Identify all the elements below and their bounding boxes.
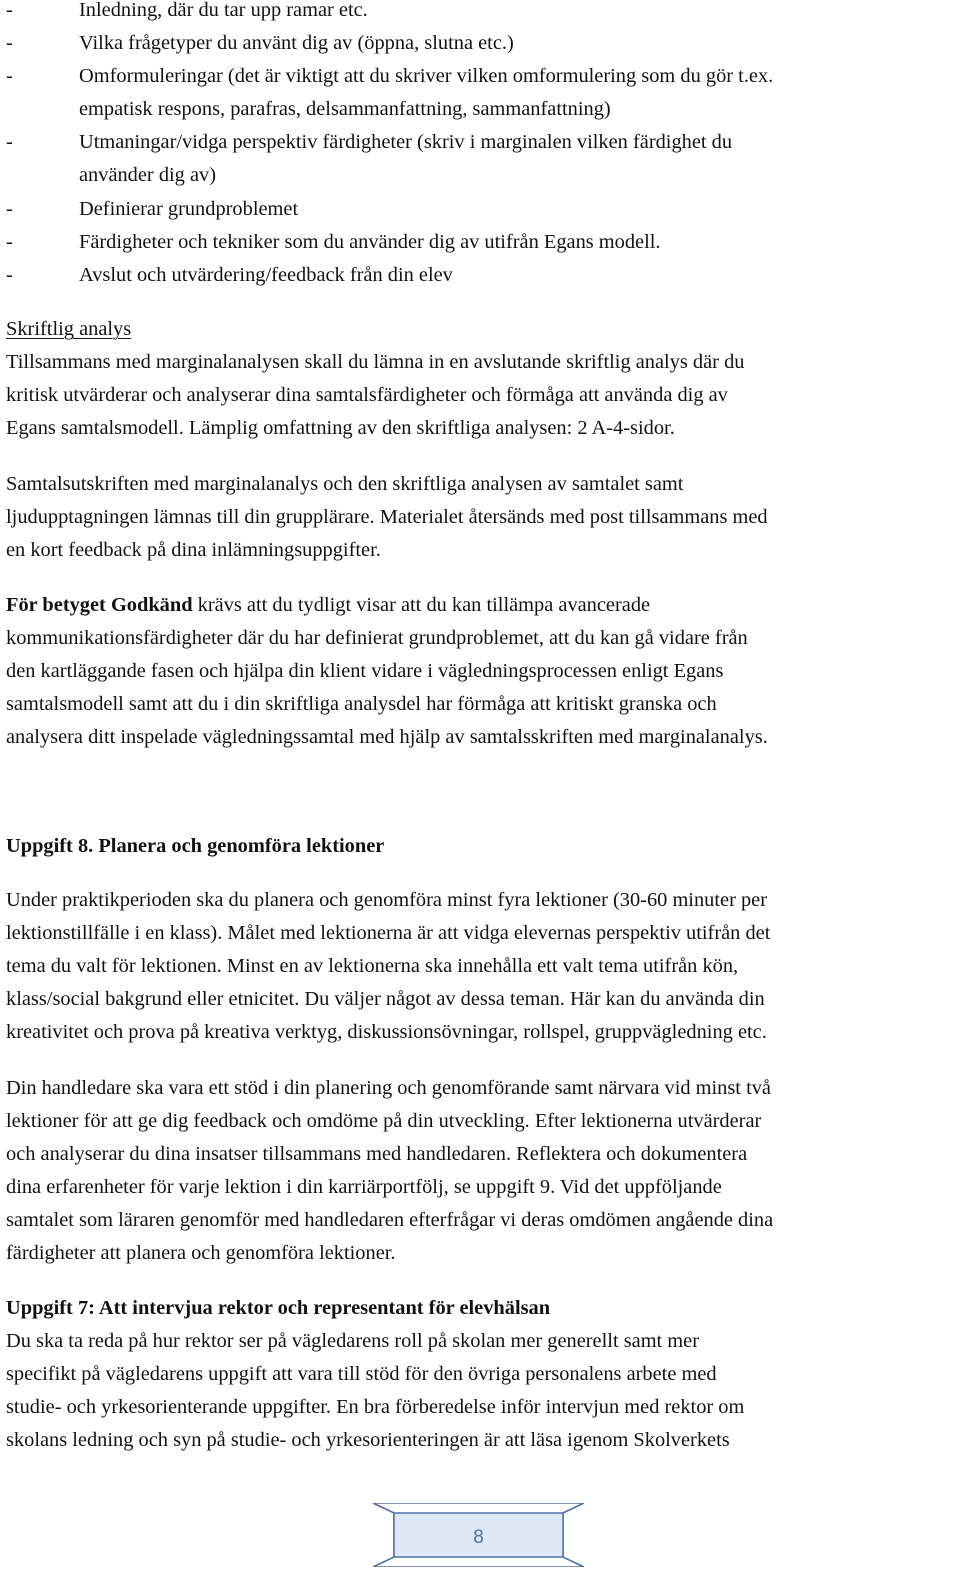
bullet-item: Inledning, där du tar upp ramar etc. [79, 0, 368, 21]
page-number-badge [373, 1503, 584, 1567]
paragraph-text: krävs att du tydligt visar att du kan tillämpa avancerade [192, 594, 651, 616]
bullet-dash: - [6, 264, 13, 286]
bullet-dash: - [6, 65, 13, 87]
paragraph-line: lektioner för att ge dig feedback och omdöme på din utveckling. Efter lektionerna utvärderar [6, 1110, 762, 1132]
bullet-dash: - [6, 198, 13, 220]
paragraph-line: kommunikationsfärdigheter där du har definierat grundproblemet, att du kan gå vidare från [6, 627, 748, 649]
paragraph-line: samtalsmodell samt att du i din skriftliga analysdel har förmåga att kritiskt granska och [6, 693, 717, 715]
bullet-dash: - [6, 32, 13, 54]
bullet-item: Definierar grundproblemet [79, 198, 299, 220]
section-heading-uppgift-8: Uppgift 8. Planera och genomföra lektioner [6, 835, 385, 857]
bullet-dash: - [6, 231, 13, 253]
section-heading-uppgift-7: Uppgift 7: Att intervjua rektor och representant för elevhälsan [6, 1297, 551, 1319]
paragraph-line: skolans ledning och syn på studie- och yrkesorienteringen är att läsa igenom Skolverkets [6, 1429, 730, 1451]
paragraph-line: Under praktikperioden ska du planera och genomföra minst fyra lektioner (30-60 minuter per [6, 889, 767, 911]
bullet-item: Omformuleringar (det är viktigt att du skriver vilken omformulering som du gör t.ex. [79, 65, 774, 87]
paragraph-line: den kartläggande fasen och hjälpa din klient vidare i vägledningsprocessen enligt Egans [6, 660, 724, 682]
paragraph-line: klass/social bakgrund eller etnicitet. Du väljer något av dessa teman. Här kan du använda din [6, 988, 765, 1010]
paragraph-line: kritisk utvärderar och analyserar dina samtalsfärdigheter och förmåga att använda dig av [6, 384, 728, 406]
paragraph-line: specifikt på vägledarens uppgift att vara till stöd för den övriga personalens arbete med [6, 1363, 717, 1385]
paragraph-line: kreativitet och prova på kreativa verktyg, diskussionsövningar, rollspel, gruppvägledning etc. [6, 1021, 767, 1043]
paragraph-line: lektionstillfälle i en klass). Målet med lektionerna är att vidga elevernas perspektiv utifrån det [6, 922, 771, 944]
paragraph-line [6, 589, 650, 622]
paragraph-line: en kort feedback på dina inlämningsuppgifter. [6, 539, 381, 561]
bullet-item-continuation: använder dig av) [79, 164, 217, 186]
paragraph-line: färdigheter att planera och genomföra lektioner. [6, 1242, 396, 1264]
bullet-item: Vilka frågetyper du använt dig av (öppna, slutna etc.) [79, 32, 514, 54]
paragraph-line: studie- och yrkesorienterande uppgifter. En bra förberedelse inför intervjun med rektor om [6, 1396, 745, 1418]
paragraph-line: Tillsammans med marginalanalysen skall du lämna in en avslutande skriftlig analys där du [6, 351, 745, 373]
bullet-dash: - [6, 131, 13, 153]
paragraph-line: Samtalsutskriften med marginalanalys och den skriftliga analysen av samtalet samt [6, 473, 684, 495]
paragraph-line: Egans samtalsmodell. Lämplig omfattning av den skriftliga analysen: 2 A-4-sidor. [6, 417, 675, 439]
bullet-item-continuation: empatisk respons, parafras, delsammanfattning, sammanfattning) [79, 98, 611, 120]
bullet-item: Avslut och utvärdering/feedback från din elev [79, 264, 453, 286]
paragraph-line: Du ska ta reda på hur rektor ser på vägledarens roll på skolan mer generellt samt mer [6, 1330, 700, 1352]
section-heading-skriftlig-analys: Skriftlig analys [6, 318, 132, 340]
paragraph-line: Din handledare ska vara ett stöd i din planering och genomförande samt närvara vid minst två [6, 1077, 771, 1099]
paragraph-line: och analyserar du dina insatser tillsammans med handledaren. Reflektera och dokumentera [6, 1143, 748, 1165]
bullet-item: Färdigheter och tekniker som du använder dig av utifrån Egans modell. [79, 231, 661, 253]
paragraph-line: dina erfarenheter för varje lektion i din karriärportfölj, se uppgift 9. Vid det uppföljande [6, 1176, 722, 1198]
page-number: 8 [473, 1527, 484, 1548]
paragraph-line: ljudupptagningen lämnas till din grupplärare. Materialet återsänds med post tillsammans med [6, 506, 768, 528]
paragraph-line: tema du valt för lektionen. Minst en av lektionerna ska innehålla ett valt tema utifrån kön, [6, 955, 739, 977]
grade-requirement-bold: För betyget Godkänd [6, 594, 193, 616]
paragraph-line: analysera ditt inspelade vägledningssamtal med hjälp av samtalsskriften med marginalanalys. [6, 726, 768, 748]
bullet-item: Utmaningar/vidga perspektiv färdigheter (skriv i marginalen vilken färdighet du [79, 131, 733, 153]
bullet-dash: - [6, 0, 13, 21]
paragraph-line: samtalet som läraren genomför med handledaren efterfrågar vi deras omdömen angående dina [6, 1209, 774, 1231]
